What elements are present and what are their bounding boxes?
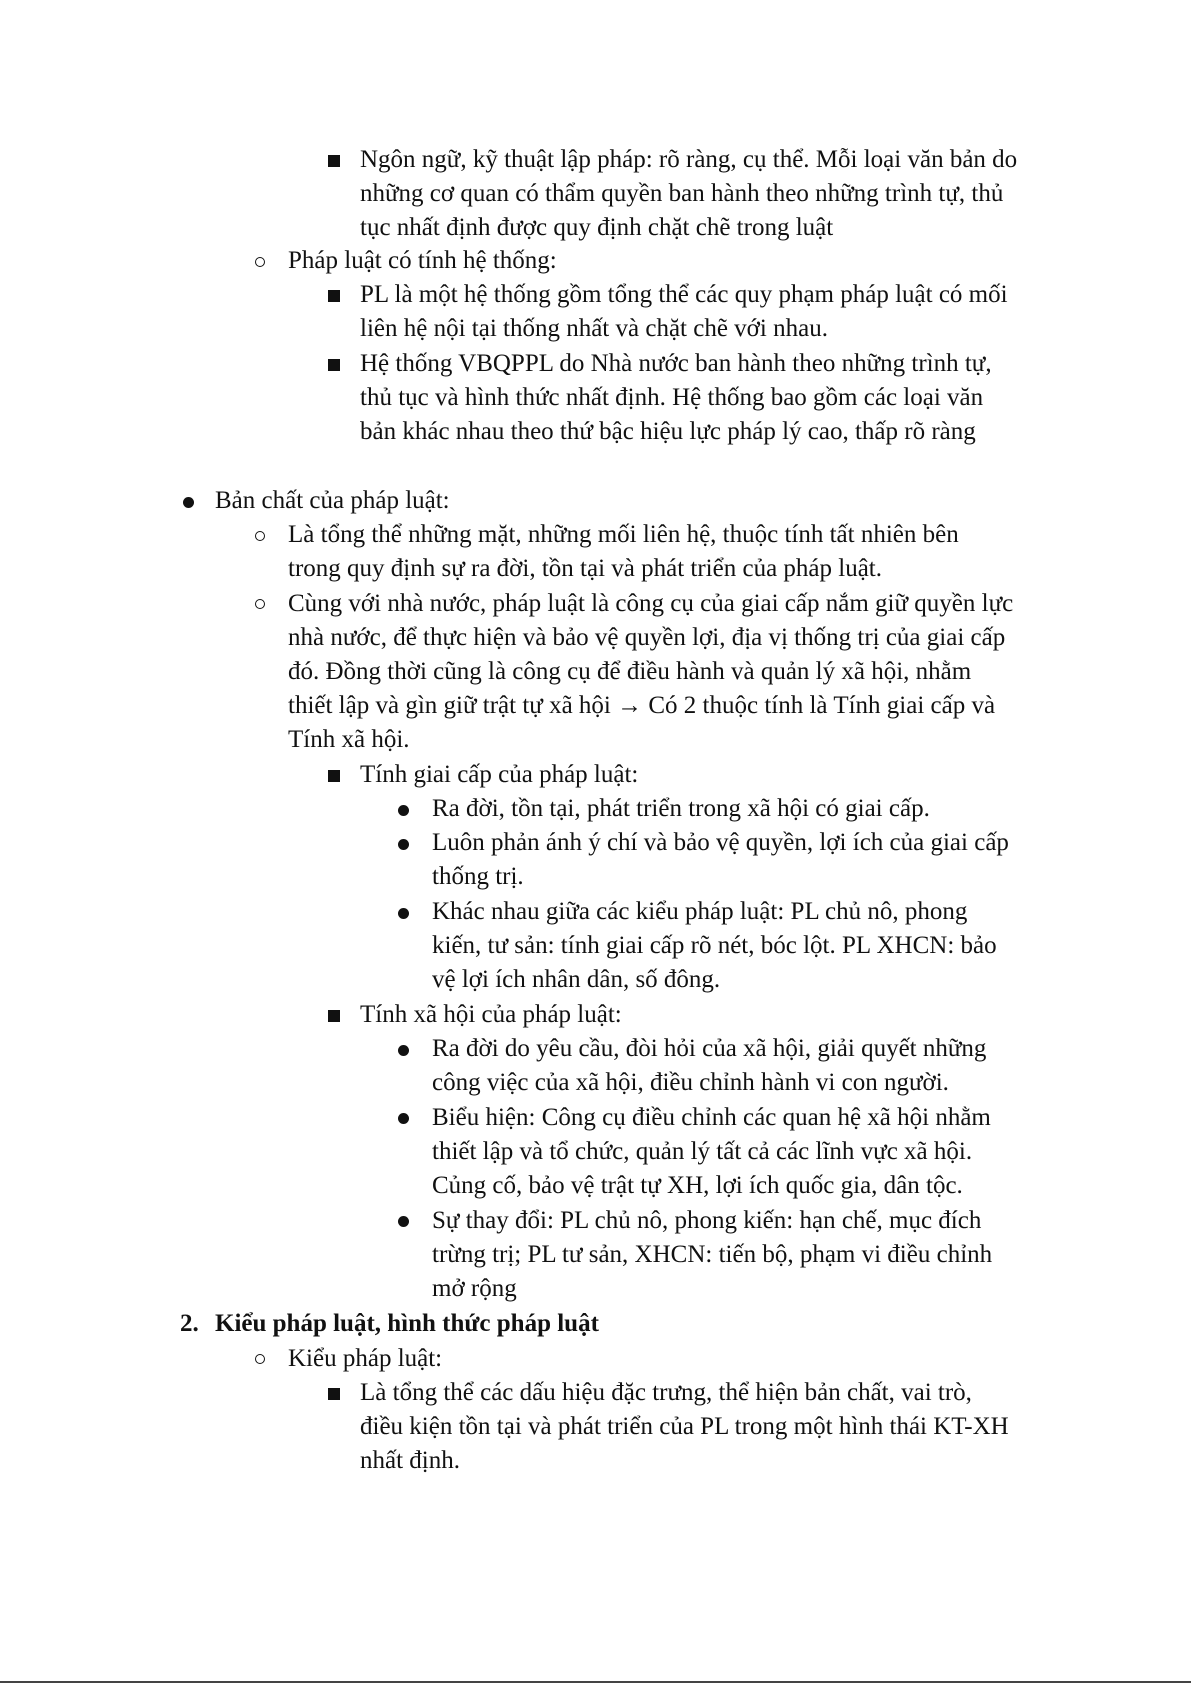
section-title: Kiểu pháp luật, hình thức pháp luật: [215, 1310, 599, 1337]
text-line: Hệ thống VBQPPL do Nhà nước ban hành theo những trình tự,: [360, 350, 992, 377]
text-line: thiết lập và gìn giữ trật tự xã hội → Có 2 thuộc tính là Tính giai cấp và: [288, 692, 996, 719]
square-bullet-icon: [328, 1010, 340, 1022]
circle-bullet-icon: [255, 599, 265, 609]
text-line: Ra đời do yêu cầu, đòi hỏi của xã hội, giải quyết những: [432, 1035, 987, 1062]
text-line: nhà nước, để thực hiện và bảo vệ quyền lợi, địa vị thống trị của giai cấp: [288, 624, 1006, 651]
text-line: Khác nhau giữa các kiểu pháp luật: PL chủ nô, phong: [432, 898, 968, 925]
text-line: thủ tục và hình thức nhất định. Hệ thống bao gồm các loại văn: [360, 384, 984, 411]
text-line: thống trị.: [432, 863, 524, 890]
giai-cap-heading: Tính giai cấp của pháp luật:: [360, 761, 639, 788]
text-line: Luôn phản ánh ý chí và bảo vệ quyền, lợi ích của giai cấp: [432, 829, 1009, 856]
text-line: tục nhất định được quy định chặt chẽ trong luật: [360, 214, 834, 241]
text-line: Là tổng thể các dấu hiệu đặc trưng, thể hiện bản chất, vai trò,: [360, 1379, 972, 1406]
square-bullet-icon: [328, 359, 340, 371]
circle-bullet-icon: [255, 257, 265, 267]
square-bullet-icon: [328, 290, 340, 302]
disc-bullet-icon: [398, 1045, 409, 1056]
square-bullet-icon: [328, 1388, 340, 1400]
text-line: Là tổng thể những mặt, những mối liên hệ, thuộc tính tất nhiên bên: [288, 521, 959, 548]
kieu-heading: Kiểu pháp luật:: [288, 1345, 443, 1372]
disc-bullet-icon: [398, 1216, 409, 1227]
text-line: Ra đời, tồn tại, phát triển trong xã hội có giai cấp.: [432, 795, 930, 822]
text-line: Củng cố, bảo vệ trật tự XH, lợi ích quốc gia, dân tộc.: [432, 1172, 963, 1199]
text-line: PL là một hệ thống gồm tổng thể các quy phạm pháp luật có mối: [360, 281, 1008, 308]
square-bullet-icon: [328, 770, 340, 782]
ban-chat-heading: Bản chất của pháp luật:: [215, 487, 450, 514]
text-line: vệ lợi ích nhân dân, số đông.: [432, 966, 721, 993]
text-line: Sự thay đổi: PL chủ nô, phong kiến: hạn chế, mục đích: [432, 1207, 982, 1234]
section-number: 2.: [180, 1310, 199, 1337]
text-line: nhất định.: [360, 1447, 460, 1474]
disc-bullet-icon: [398, 839, 409, 850]
disc-bullet-icon: [398, 805, 409, 816]
text-line: Cùng với nhà nước, pháp luật là công cụ của giai cấp nắm giữ quyền lực: [288, 590, 1014, 617]
text-line: kiến, tư sản: tính giai cấp rõ nét, bóc lột. PL XHCN: bảo: [432, 932, 997, 959]
text-line: thiết lập và tổ chức, quản lý tất cả các lĩnh vực xã hội.: [432, 1138, 973, 1165]
text-line: Tính xã hội.: [288, 726, 410, 753]
text-line: những cơ quan có thẩm quyền ban hành theo những trình tự, thủ: [360, 180, 1004, 207]
text-line: Biểu hiện: Công cụ điều chỉnh các quan hệ xã hội nhằm: [432, 1104, 991, 1131]
text-line: công việc của xã hội, điều chỉnh hành vi con người.: [432, 1069, 949, 1096]
text-line: liên hệ nội tại thống nhất và chặt chẽ với nhau.: [360, 315, 828, 342]
disc-bullet-icon: [183, 497, 194, 508]
text-line: trong quy định sự ra đời, tồn tại và phát triển của pháp luật.: [288, 555, 882, 582]
he-thong-heading: Pháp luật có tính hệ thống:: [288, 247, 557, 274]
text-line: trừng trị; PL tư sản, XHCN: tiến bộ, phạm vi điều chỉnh: [432, 1241, 993, 1268]
text-line: bản khác nhau theo thứ bậc hiệu lực pháp lý cao, thấp rõ ràng: [360, 418, 976, 445]
circle-bullet-icon: [255, 1354, 265, 1364]
disc-bullet-icon: [398, 1113, 409, 1124]
text-line: Ngôn ngữ, kỹ thuật lập pháp: rõ ràng, cụ thể. Mỗi loại văn bản do: [360, 146, 1018, 173]
text-line: đó. Đồng thời cũng là công cụ để điều hành và quản lý xã hội, nhằm: [288, 658, 972, 685]
square-bullet-icon: [328, 155, 340, 167]
circle-bullet-icon: [255, 531, 265, 541]
page-bottom-rule: [0, 1681, 1191, 1683]
disc-bullet-icon: [398, 908, 409, 919]
text-line: điều kiện tồn tại và phát triển của PL trong một hình thái KT-XH: [360, 1413, 1009, 1440]
text-line: mở rộng: [432, 1275, 517, 1302]
xa-hoi-heading: Tính xã hội của pháp luật:: [360, 1001, 622, 1028]
